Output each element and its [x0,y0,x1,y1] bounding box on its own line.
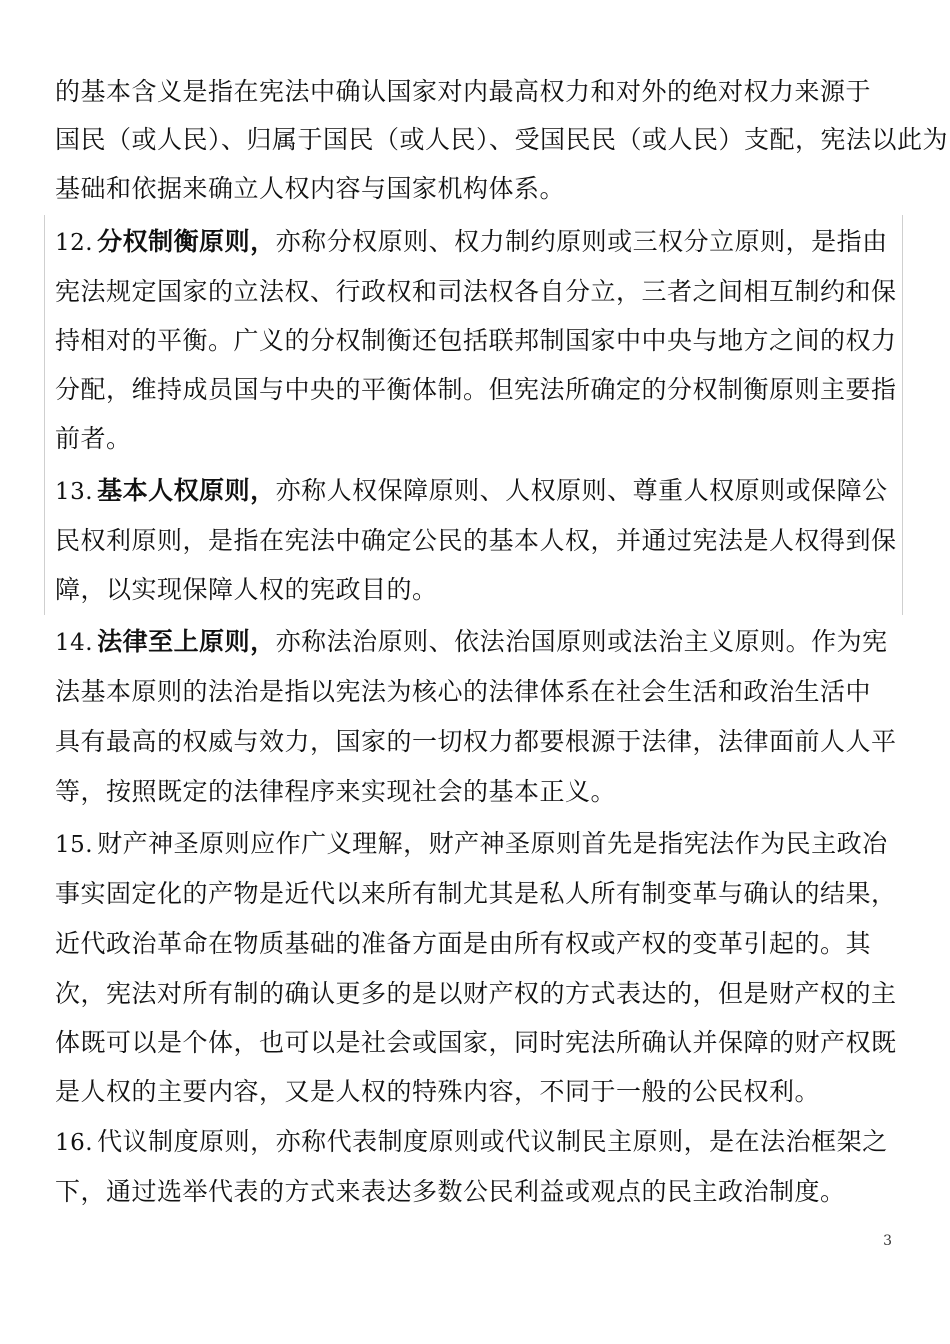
item-12-line-4: 分配，维持成员国与中央的平衡体制。但宪法所确定的分权制衡原则主要指 [55,375,897,404]
item-14-line-3: 具有最高的权威与效力，国家的一切权力都要根源于法律，法律面前人人平 [55,727,897,756]
item-13-line-3: 障，以实现保障人权的宪政目的。 [55,575,438,604]
item-15-line-2: 事实固定化的产物是近代以来所有制尤其是私人所有制变革与确认的结果， [55,879,897,908]
item-14-line-2: 法基本原则的法治是指以宪法为核心的法律体系在社会生活和政治生活中 [55,677,872,706]
item-12-term: 分权制衡原则， [97,227,276,256]
item-12-line-3: 持相对的平衡。广义的分权制衡还包括联邦制国家中中央与地方之间的权力 [55,326,897,355]
item-15-line-3: 近代政治革命在物质基础的准备方面是由所有权或产权的变革引起的。其 [55,929,872,958]
item-12-line-5: 前者。 [55,424,132,453]
item-12-heading-line [55,226,888,259]
item-16-number: 16. [55,1130,94,1156]
item-15-number: 15. [55,832,94,858]
item-14-first-line-text: 亦称法治原则、依法治国原则或法治主义原则。作为宪 [275,627,888,656]
item-15-heading-line [55,828,888,861]
item-14-heading-line [55,626,888,659]
item-15-line-4: 次，宪法对所有制的确认更多的是以财产权的方式表达的，但是财产权的主 [55,979,897,1008]
item-14-number: 14. [55,630,94,656]
intro-line-1: 的基本含义是指在宪法中确认国家对内最高权力和对外的绝对权力来源于 [55,77,872,106]
item-15-line-6: 是人权的主要内容，又是人权的特殊内容，不同于一般的公民权利。 [55,1077,821,1106]
item-16-heading-line [55,1126,888,1159]
item-16-first-line-text: 代议制度原则，亦称代表制度原则或代议制民主原则，是在法治框架之 [97,1127,888,1156]
item-14-term: 法律至上原则， [97,627,276,656]
item-13-heading-line [55,475,888,508]
item-13-line-2: 民权利原则，是指在宪法中确定公民的基本人权，并通过宪法是人权得到保 [55,526,897,555]
item-15-first-line-text: 财产神圣原则应作广义理解，财产神圣原则首先是指宪法作为民主政冶 [97,829,888,858]
intro-line-3: 基础和依据来确立人权内容与国家机构体系。 [55,174,566,203]
intro-line-2: 国民（或人民）、归属于国民（或人民）、受国民民（或人民）支配，宪法以此为 [55,125,949,154]
item-15-line-5: 体既可以是个体，也可以是社会或国家，同时宪法所确认并保障的财产权既 [55,1028,897,1057]
item-13-first-line-text: 亦称人权保障原则、人权原则、尊重人权原则或保障公 [275,476,888,505]
left-margin-rule [44,215,45,615]
right-margin-rule [902,215,903,615]
item-12-first-line-text: 亦称分权原则、权力制约原则或三权分立原则，是指由 [275,227,888,256]
item-14-line-4: 等，按照既定的法律程序来实现社会的基本正义。 [55,777,617,806]
item-13-number: 13. [55,479,94,505]
item-13-term: 基本人权原则， [97,476,276,505]
item-16-line-2: 下，通过选举代表的方式来表达多数公民利益或观点的民主政治制度。 [55,1177,846,1206]
item-12-number: 12. [55,230,94,256]
page-number: 3 [883,1233,892,1249]
item-12-line-2: 宪法规定国家的立法权、行政权和司法权各自分立，三者之间相互制约和保 [55,277,897,306]
